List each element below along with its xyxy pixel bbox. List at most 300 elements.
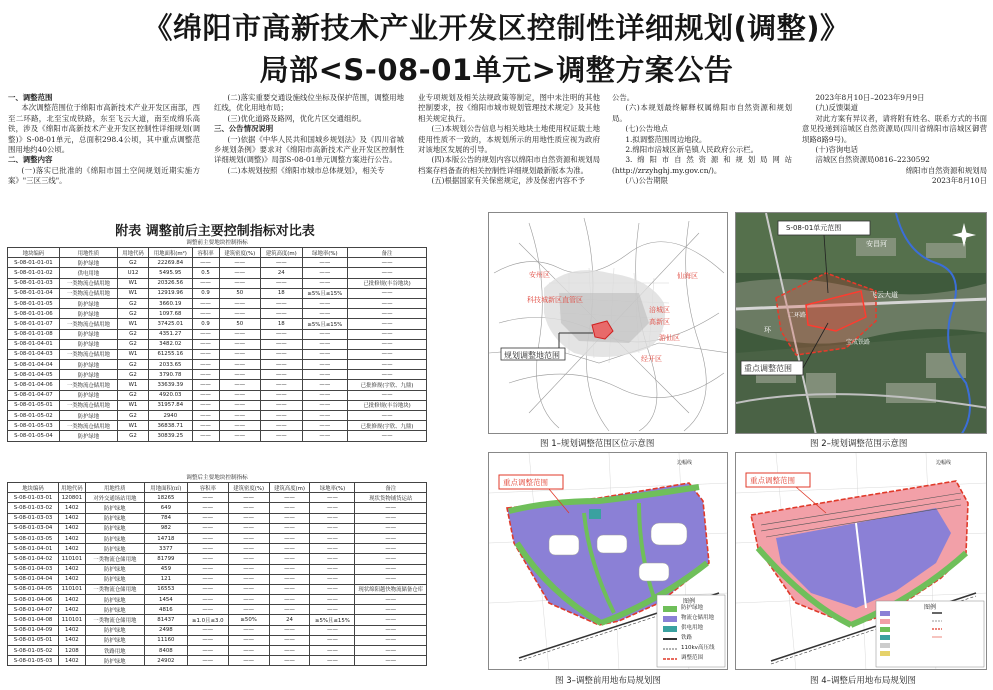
table-cell: U12 <box>117 268 148 278</box>
table-cell: —— <box>302 360 348 370</box>
table-cell: S-08-01-04-01 <box>8 339 60 349</box>
body-column-2 <box>214 93 404 211</box>
table-cell: S-08-01-05-01 <box>8 400 60 410</box>
table-cell: —— <box>219 349 260 359</box>
table-cell: —— <box>348 258 427 268</box>
table-cell: —— <box>310 554 355 564</box>
table-cell: —— <box>219 309 260 319</box>
table-row <box>8 380 427 390</box>
body-paragraph: (九)反馈渠道 <box>815 103 859 113</box>
body-paragraph: 绵阳市自然资源和规划局 <box>905 165 987 175</box>
table-cell: —— <box>192 258 219 268</box>
table-cell: ≥5%且≤15% <box>310 615 355 625</box>
table-cell: —— <box>302 380 348 390</box>
table-cell: S-08-01-05-01 <box>8 635 59 645</box>
table-cell: S-08-01-04-02 <box>8 554 59 564</box>
table-row <box>8 635 427 645</box>
table-cell: 防护绿地 <box>59 258 117 268</box>
table-cell: S-08-01-04-07 <box>8 390 60 400</box>
table-cell: 已批修规(丰谷地块) <box>348 400 427 410</box>
body-paragraph: 2023年8月10日 <box>931 176 987 186</box>
body-paragraph: 公告。 <box>612 93 635 102</box>
table-cell: 防护绿地 <box>59 390 117 400</box>
table-cell: —— <box>269 503 310 513</box>
table-cell: G2 <box>117 431 148 441</box>
table-cell: 一类物流仓储用地 <box>59 380 117 390</box>
table-row <box>8 319 427 329</box>
table-cell: 1208 <box>59 646 86 656</box>
table-row <box>8 615 427 625</box>
table-cell: —— <box>310 656 355 666</box>
table-cell: —— <box>261 421 302 431</box>
table-cell: —— <box>302 411 348 421</box>
table-cell: —— <box>228 625 269 635</box>
table-cell: 一类物流仓储用地 <box>85 554 144 564</box>
table-cell: —— <box>187 595 228 605</box>
table-cell: —— <box>261 370 302 380</box>
table-row <box>8 421 427 431</box>
table-cell: ≥50% <box>228 615 269 625</box>
table-cell: —— <box>355 646 427 656</box>
table-cell: —— <box>192 400 219 410</box>
table-cell: 现状绵阳越快物流储备仓库 <box>355 584 427 594</box>
body-paragraph: (十)咨询电话 <box>815 145 859 155</box>
table-cell: 3482.02 <box>149 339 193 349</box>
body-paragraph: (三)本规划公告信息与相关地块土地使用权证载土地使用性质不一致的，本规划所示的用地性质应视为政府对该地区发展的引导。 <box>418 124 600 155</box>
column-header: 用地性质 <box>59 248 117 258</box>
table-cell: ≥5%且≤15% <box>302 319 348 329</box>
table-cell: S-08-01-04-05 <box>8 584 59 594</box>
table-cell: —— <box>355 513 427 523</box>
table-cell: 一类物流仓储用地 <box>59 288 117 298</box>
table-cell: —— <box>261 400 302 410</box>
legend-item: 调整范围 <box>681 655 704 661</box>
table-cell: 防护绿地 <box>85 625 144 635</box>
table-cell: 1402 <box>59 533 86 543</box>
table-cell: 1402 <box>59 574 86 584</box>
table-cell: 一类物流仓储用地 <box>59 319 117 329</box>
table-cell: S-08-01-04-05 <box>8 370 60 380</box>
table-cell: —— <box>310 625 355 635</box>
table-cell: —— <box>187 625 228 635</box>
column-header: 用地面积(m²) <box>149 248 193 258</box>
table-row <box>8 298 427 308</box>
table-cell: W1 <box>117 319 148 329</box>
table-cell: 防护绿地 <box>85 656 144 666</box>
table-cell: —— <box>302 339 348 349</box>
table-cell: 2033.65 <box>149 360 193 370</box>
table-cell: —— <box>302 258 348 268</box>
table-cell: —— <box>187 584 228 594</box>
table-cell: —— <box>269 625 310 635</box>
table-cell: —— <box>302 390 348 400</box>
table-row <box>8 278 427 288</box>
column-header: 容积率 <box>192 248 219 258</box>
notice-title-line1: 《绵阳市高新技术产业开发区控制性详细规划(调整)》 <box>143 11 850 45</box>
table-cell: —— <box>219 298 260 308</box>
table-cell: G2 <box>117 411 148 421</box>
table-cell: —— <box>355 554 427 564</box>
district-label: 仙海区 <box>677 272 698 280</box>
table-cell: S-08-01-03-05 <box>8 533 59 543</box>
table-cell: 一类物流仓储用地 <box>59 421 117 431</box>
table-cell: —— <box>228 584 269 594</box>
table-cell: —— <box>348 411 427 421</box>
section-heading: 二、调整内容 <box>8 155 53 165</box>
table-cell: 61255.16 <box>149 349 193 359</box>
table-cell: —— <box>269 574 310 584</box>
table-cell: —— <box>310 646 355 656</box>
table-cell: 防护绿地 <box>85 595 144 605</box>
table-cell: —— <box>219 411 260 421</box>
body-column-1 <box>8 93 200 211</box>
table-cell: —— <box>302 298 348 308</box>
table-cell: —— <box>219 421 260 431</box>
body-column-5 <box>802 93 987 211</box>
table-cell: S-08-01-03-02 <box>8 503 59 513</box>
table-cell: —— <box>219 400 260 410</box>
pre-plan-key-area-label: 重点调整范围 <box>503 478 548 487</box>
table-cell: 防护绿地 <box>85 533 144 543</box>
table-row <box>8 584 427 594</box>
section-heading: 三、公告情况说明 <box>214 124 274 134</box>
table-cell: 18 <box>261 288 302 298</box>
table-cell: —— <box>269 646 310 656</box>
table-cell: S-08-01-04-04 <box>8 360 60 370</box>
table-cell: 1402 <box>59 595 86 605</box>
table-row <box>8 370 427 380</box>
table-cell: —— <box>228 544 269 554</box>
body-paragraph: (六)本规划最终解释权属绵阳市自然资源和规划局。 <box>612 103 792 123</box>
table-cell: —— <box>187 533 228 543</box>
appendix-title: 附表 调整前后主要控制指标对比表 <box>115 224 315 239</box>
figure-3-pre-adjustment-plan <box>488 452 728 670</box>
table-cell: —— <box>261 329 302 339</box>
body-paragraph: (四)本版公告的规划内容以绵阳市自然资源和规划局档案存档备查的相关控制性详细规划最新版本为准。 <box>418 155 600 175</box>
table-cell: —— <box>261 278 302 288</box>
table-row <box>8 544 427 554</box>
legend-item: 铁路 <box>681 635 693 641</box>
table-cell: S-08-01-04-07 <box>8 605 59 615</box>
table-cell: —— <box>192 370 219 380</box>
table-cell: 2940 <box>149 411 193 421</box>
table-cell: —— <box>310 574 355 584</box>
table-cell: —— <box>228 554 269 564</box>
table-cell: —— <box>302 268 348 278</box>
column-header: 绿地率(%) <box>310 483 355 493</box>
table-cell: —— <box>261 258 302 268</box>
table-cell: —— <box>187 544 228 554</box>
table-row <box>8 493 427 503</box>
table-row <box>8 390 427 400</box>
table-cell: 3790.78 <box>149 370 193 380</box>
table-cell: —— <box>192 380 219 390</box>
column-header: 建筑密度(%) <box>228 483 269 493</box>
table-cell: —— <box>261 380 302 390</box>
column-header: 用地面积(㎡) <box>144 483 187 493</box>
aerial-place-label: 环 <box>764 326 771 334</box>
column-header: 用地性质 <box>85 483 144 493</box>
table-cell: 24902 <box>144 656 187 666</box>
table-cell: 1402 <box>59 544 86 554</box>
notice-title-line2: 局部<S-08-01单元>调整方案公告 <box>259 53 734 87</box>
table-row <box>8 605 427 615</box>
table-cell: —— <box>192 431 219 441</box>
table-cell: —— <box>310 564 355 574</box>
location-map-label: 规划调整地范围 <box>504 351 560 360</box>
table-cell: 防护绿地 <box>85 544 144 554</box>
table-cell: —— <box>228 574 269 584</box>
table-cell: S-08-01-05-03 <box>8 656 59 666</box>
column-header: 地块编码 <box>8 483 59 493</box>
table-row <box>8 309 427 319</box>
body-column-3 <box>418 93 600 211</box>
section-heading: 一、调整范围 <box>8 93 53 102</box>
table-cell: —— <box>355 533 427 543</box>
table-cell: S-08-01-05-03 <box>8 421 60 431</box>
table-cell: 防护绿地 <box>85 564 144 574</box>
table-cell: 供电用地 <box>59 268 117 278</box>
table-cell: —— <box>302 421 348 431</box>
table-cell: —— <box>187 605 228 615</box>
table-cell: 1402 <box>59 503 86 513</box>
table-cell: —— <box>355 595 427 605</box>
table-cell: —— <box>310 584 355 594</box>
figure-1-caption: 图 1–规划调整范围区位示意图 <box>540 439 655 449</box>
table-cell: —— <box>355 503 427 513</box>
table-cell: —— <box>348 390 427 400</box>
aerial-header-label: S-08-01单元范围 <box>786 224 842 232</box>
table-cell: —— <box>348 309 427 319</box>
table-row <box>8 329 427 339</box>
table-cell: 121 <box>144 574 187 584</box>
table-cell: 防护绿地 <box>59 339 117 349</box>
table-cell: 81799 <box>144 554 187 564</box>
table-cell: 22269.84 <box>149 258 193 268</box>
table-row <box>8 268 427 278</box>
aerial-map-graphic <box>736 213 987 434</box>
table-cell: 防护绿地 <box>59 298 117 308</box>
table-cell: S-08-01-01-01 <box>8 258 60 268</box>
table-cell: —— <box>355 564 427 574</box>
table-cell: —— <box>348 298 427 308</box>
body-paragraph: 业专项规划及相关法规政策等制定，图中未注明的其他控制要求，按《绵阳市城市规划管理技术规定》及其他相关规定执行。 <box>418 93 600 123</box>
table-cell: 防护绿地 <box>85 503 144 513</box>
table-cell: S-08-01-05-04 <box>8 431 60 441</box>
table-cell: S-08-01-04-06 <box>8 380 60 390</box>
table-cell: W1 <box>117 400 148 410</box>
table-cell: —— <box>219 329 260 339</box>
column-header: 用地代码 <box>59 483 86 493</box>
body-paragraph: 2.绵阳市涪城区新皂镇人民政府公示栏。 <box>625 145 759 155</box>
table-cell: S-08-01-01-02 <box>8 268 60 278</box>
body-paragraph: 2023年8月10日–2023年9月9日 <box>815 93 925 102</box>
table-cell: —— <box>192 411 219 421</box>
table-cell: —— <box>348 288 427 298</box>
table-cell: 120801 <box>59 493 86 503</box>
table-cell: —— <box>192 360 219 370</box>
district-label: 高新区 <box>649 318 670 326</box>
body-paragraph: 1.拟调整范围周边地段。 <box>625 134 707 144</box>
table-cell: —— <box>355 635 427 645</box>
table-cell: S-08-01-04-08 <box>8 615 59 625</box>
table-cell: —— <box>348 319 427 329</box>
table-cell: 31957.84 <box>149 400 193 410</box>
table-row <box>8 574 427 584</box>
table-cell: —— <box>269 493 310 503</box>
table-cell: 0.5 <box>192 268 219 278</box>
table-cell: G2 <box>117 370 148 380</box>
table-cell: —— <box>228 564 269 574</box>
table-cell: —— <box>261 411 302 421</box>
table-cell: G2 <box>117 298 148 308</box>
table-cell: 459 <box>144 564 187 574</box>
table-row <box>8 564 427 574</box>
table-cell: 防护绿地 <box>59 329 117 339</box>
table-cell: 8408 <box>144 646 187 656</box>
body-paragraph: 本次调整范围位于绵阳市高新技术产业开发区南部，西至二环路，北至宝成铁路，东至飞云大道，南至成绵乐高铁，涉及《绵阳市高新技术产业开发区控制性详细规划(调整)》S-08-01单元，总面积298.4公顷，其中重点调整范围用地约40公顷。 <box>8 103 200 155</box>
table-cell: —— <box>302 329 348 339</box>
aerial-place-label: 宝成铁路 <box>846 339 871 346</box>
table-cell: 11160 <box>144 635 187 645</box>
pre-plan-edge-label: 边幅线 <box>677 460 693 466</box>
table-cell: —— <box>228 503 269 513</box>
table-cell: —— <box>348 349 427 359</box>
body-paragraph: (三)优化道路及路网，优化片区交通组织。 <box>227 113 367 123</box>
table-cell: —— <box>269 605 310 615</box>
table-cell: S-08-01-01-08 <box>8 329 60 339</box>
table-cell: —— <box>219 268 260 278</box>
table-cell: —— <box>355 574 427 584</box>
table-cell: —— <box>302 349 348 359</box>
body-paragraph: 涪城区自然资源局0816–2230592 <box>815 155 930 165</box>
post-plan-edge-label: 边幅线 <box>936 460 952 466</box>
table-cell: —— <box>228 493 269 503</box>
table-cell: 784 <box>144 513 187 523</box>
district-label: 经开区 <box>641 355 662 363</box>
table-cell: 0.9 <box>192 319 219 329</box>
aerial-place-label: 飞云大道 <box>870 291 898 299</box>
table-after-adjustment <box>7 473 427 666</box>
table-cell: ≥5%且≤15% <box>302 288 348 298</box>
table-cell: —— <box>348 339 427 349</box>
table-cell: —— <box>228 533 269 543</box>
table-cell: —— <box>228 595 269 605</box>
district-label: 科技城新区直管区 <box>527 296 583 304</box>
table-cell: 1454 <box>144 595 187 605</box>
table-cell: —— <box>228 605 269 615</box>
column-header: 备注 <box>355 483 427 493</box>
table-cell: 50 <box>219 319 260 329</box>
table-cell: —— <box>269 656 310 666</box>
table-cell: 防护绿地 <box>59 370 117 380</box>
table-row <box>8 360 427 370</box>
table-cell: 37425.01 <box>149 319 193 329</box>
table-cell: —— <box>310 493 355 503</box>
table-cell: —— <box>269 595 310 605</box>
table-row <box>8 288 427 298</box>
table-cell: W1 <box>117 421 148 431</box>
table-cell: W1 <box>117 278 148 288</box>
table-cell: 现状货物铺货运站 <box>355 493 427 503</box>
table-cell: S-08-01-01-03 <box>8 278 60 288</box>
table-cell: —— <box>302 309 348 319</box>
table-cell: —— <box>261 431 302 441</box>
legend-item: 防护绿地 <box>681 605 704 611</box>
table-cell: 防护绿地 <box>59 309 117 319</box>
table-cell: 0.9 <box>192 288 219 298</box>
column-header: 容积率 <box>187 483 228 493</box>
table-cell: 1097.68 <box>149 309 193 319</box>
table-cell: 24 <box>269 615 310 625</box>
table-cell: 1402 <box>59 513 86 523</box>
table-cell: S-08-01-04-09 <box>8 625 59 635</box>
table-cell: 铁路用地 <box>85 646 144 656</box>
district-label: 游仙区 <box>659 334 680 342</box>
table-cell: —— <box>310 533 355 543</box>
table-cell: 一类物流仓储用地 <box>59 278 117 288</box>
table-cell: —— <box>269 533 310 543</box>
body-paragraph: (一)依据《中华人民共和国城乡规划法》及《四川省城乡规划条例》要求对《绵阳市高新技术产业开发区控制性详细规划(调整)》局部S-08-01单元调整方案进行公告。 <box>214 134 404 165</box>
table-cell: 对外交通场站用地 <box>85 493 144 503</box>
table-cell: 防护绿地 <box>59 411 117 421</box>
table-cell: 20326.56 <box>149 278 193 288</box>
table-cell: —— <box>192 298 219 308</box>
table-cell: —— <box>310 503 355 513</box>
district-label: 安州区 <box>529 271 550 279</box>
post-plan-key-area-label: 重点调整范围 <box>750 476 795 485</box>
table-cell: —— <box>228 646 269 656</box>
table-cell: 50 <box>219 288 260 298</box>
table-cell: 防护绿地 <box>85 574 144 584</box>
table-cell: 12919.96 <box>149 288 193 298</box>
table-after-caption: 调整后主要地块控制指标 <box>186 475 248 481</box>
column-header: 建筑高度(m) <box>269 483 310 493</box>
table-cell: 4920.03 <box>149 390 193 400</box>
post-plan-legend-title: 图例 <box>924 604 937 611</box>
table-cell: —— <box>192 349 219 359</box>
table-cell: —— <box>228 635 269 645</box>
table-cell: —— <box>302 278 348 288</box>
table-cell: G2 <box>117 258 148 268</box>
table-cell: G2 <box>117 390 148 400</box>
table-row <box>8 625 427 635</box>
table-before-adjustment <box>7 238 427 442</box>
table-cell: 已批修规(宇欣、九鼎) <box>348 421 427 431</box>
table-row <box>8 431 427 441</box>
table-cell: —— <box>219 258 260 268</box>
column-header: 建筑密度(%) <box>219 248 260 258</box>
table-cell: —— <box>192 329 219 339</box>
table-cell: —— <box>187 574 228 584</box>
body-paragraph: (五)根据国家有关保密规定，涉及保密内容不予 <box>431 176 585 186</box>
table-cell: —— <box>228 656 269 666</box>
table-row <box>8 411 427 421</box>
table-cell: —— <box>219 278 260 288</box>
table-cell: 110101 <box>59 615 86 625</box>
table-cell: —— <box>310 513 355 523</box>
table-cell: —— <box>261 309 302 319</box>
table-cell: 24 <box>261 268 302 278</box>
table-cell: —— <box>187 564 228 574</box>
table-cell: —— <box>228 513 269 523</box>
body-column-4 <box>612 93 792 211</box>
key-area-label: 重点调整范围 <box>744 364 792 373</box>
figure-4-post-adjustment-plan <box>735 452 987 670</box>
table-cell: 一类物流仓储用地 <box>59 349 117 359</box>
table-cell: —— <box>348 431 427 441</box>
table-cell: 3377 <box>144 544 187 554</box>
